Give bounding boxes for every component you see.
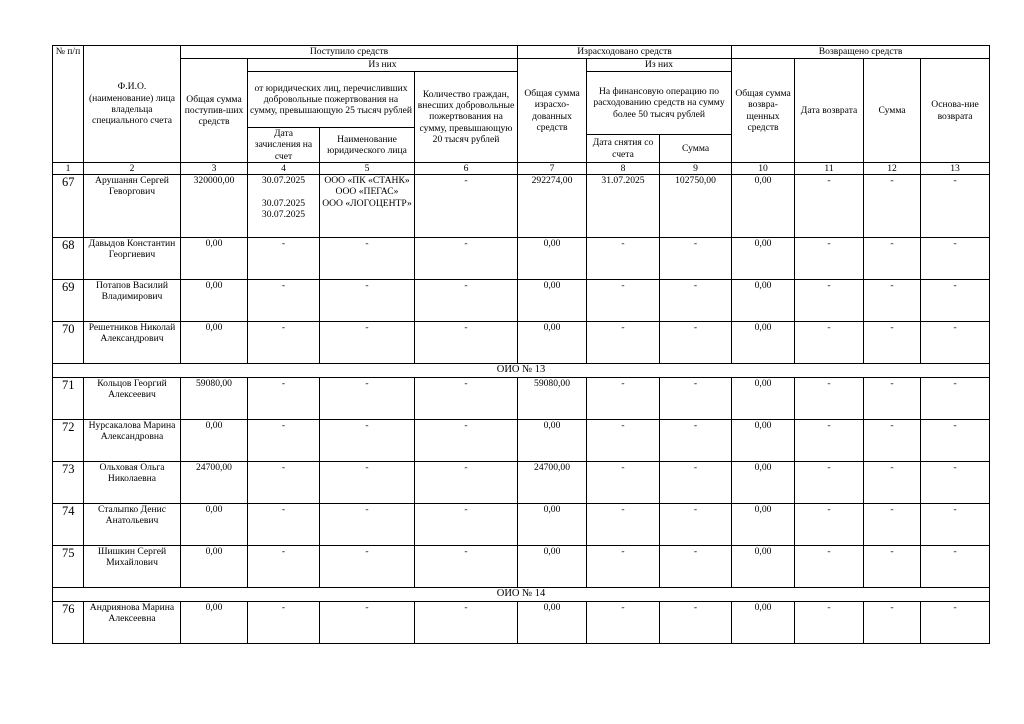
total-spent: 0,00 <box>518 238 587 280</box>
header-legal-entities: от юридических лиц, перечисливших добровольные пожертвования на сумму, превышающую 25 тысяч рублей <box>248 72 415 128</box>
header-num: № п/п <box>53 46 84 163</box>
legal-entity-name: - <box>320 504 415 546</box>
citizens-count: - <box>415 175 518 238</box>
date-credited: - <box>248 546 320 588</box>
legal-entity-name: - <box>320 322 415 364</box>
column-number: 2 <box>84 163 181 175</box>
section-title: ОИО № 13 <box>53 364 990 378</box>
header-date-credited: Дата зачисления на счет <box>248 128 320 163</box>
total-spent: 0,00 <box>518 602 587 644</box>
return-date: - <box>795 238 864 280</box>
date-credited: - <box>248 602 320 644</box>
row-number: 67 <box>53 175 84 238</box>
date-credited: - <box>248 378 320 420</box>
return-date: - <box>795 420 864 462</box>
total-received: 0,00 <box>181 280 248 322</box>
return-date: - <box>795 546 864 588</box>
withdraw-sum: - <box>660 504 732 546</box>
row-number: 73 <box>53 462 84 504</box>
total-received: 320000,00 <box>181 175 248 238</box>
return-date: - <box>795 280 864 322</box>
row-number: 75 <box>53 546 84 588</box>
financial-report-table <box>52 45 990 644</box>
citizens-count: - <box>415 504 518 546</box>
total-spent: 0,00 <box>518 504 587 546</box>
return-basis: - <box>921 546 990 588</box>
row-number: 70 <box>53 322 84 364</box>
return-sum: - <box>864 420 921 462</box>
return-basis: - <box>921 280 990 322</box>
column-number: 10 <box>732 163 795 175</box>
total-spent: 0,00 <box>518 546 587 588</box>
return-basis: - <box>921 322 990 364</box>
header-return-basis: Основа-ние возврата <box>921 59 990 163</box>
row-number: 71 <box>53 378 84 420</box>
column-number: 12 <box>864 163 921 175</box>
withdraw-date: 31.07.2025 <box>587 175 660 238</box>
return-date: - <box>795 602 864 644</box>
return-sum: - <box>864 504 921 546</box>
date-credited: - <box>248 280 320 322</box>
legal-entity-name: ООО «ПК «СТАНК» ООО «ПЕГАС» ООО «ЛОГОЦЕНТР» <box>320 175 415 238</box>
total-received: 0,00 <box>181 602 248 644</box>
table-row <box>53 238 990 280</box>
citizens-count: - <box>415 238 518 280</box>
withdraw-date: - <box>587 504 660 546</box>
citizens-count: - <box>415 602 518 644</box>
owner-name: Шишкин Сергей Михайлович <box>84 546 181 588</box>
column-number: 7 <box>518 163 587 175</box>
legal-entity-name: - <box>320 238 415 280</box>
date-credited: - <box>248 462 320 504</box>
total-returned: 0,00 <box>732 238 795 280</box>
header-return-sum: Сумма <box>864 59 921 163</box>
total-returned: 0,00 <box>732 378 795 420</box>
return-sum: - <box>864 602 921 644</box>
header-returned: Возвращено средств <box>732 46 990 59</box>
legal-entity-name: - <box>320 420 415 462</box>
withdraw-date: - <box>587 602 660 644</box>
citizens-count: - <box>415 420 518 462</box>
legal-entity-name: - <box>320 546 415 588</box>
return-sum: - <box>864 378 921 420</box>
total-returned: 0,00 <box>732 420 795 462</box>
owner-name: Андриянова Марина Алексеевна <box>84 602 181 644</box>
return-basis: - <box>921 238 990 280</box>
column-number: 3 <box>181 163 248 175</box>
total-returned: 0,00 <box>732 175 795 238</box>
total-spent: 0,00 <box>518 420 587 462</box>
legal-entity-name: - <box>320 602 415 644</box>
row-number: 74 <box>53 504 84 546</box>
return-basis: - <box>921 462 990 504</box>
total-received: 0,00 <box>181 546 248 588</box>
owner-name: Сталыпко Денис Анатольевич <box>84 504 181 546</box>
total-returned: 0,00 <box>732 280 795 322</box>
return-basis: - <box>921 378 990 420</box>
withdraw-date: - <box>587 462 660 504</box>
table-row <box>53 602 990 644</box>
table-row <box>53 280 990 322</box>
table-row <box>53 378 990 420</box>
return-date: - <box>795 504 864 546</box>
return-date: - <box>795 175 864 238</box>
owner-name: Потапов Василий Владимирович <box>84 280 181 322</box>
date-credited: - <box>248 238 320 280</box>
header-withdraw-date: Дата снятия со счета <box>587 135 660 163</box>
header-citizens-count: Количество граждан, внесших добровольные пожертвования на сумму, превышающую 20 тысяч рублей <box>415 72 518 163</box>
column-number: 8 <box>587 163 660 175</box>
header-return-date: Дата возврата <box>795 59 864 163</box>
table-row <box>53 462 990 504</box>
section-row <box>53 364 990 378</box>
column-number: 9 <box>660 163 732 175</box>
owner-name: Решетников Николай Александрович <box>84 322 181 364</box>
owner-name: Арушанян Сергей Геворгович <box>84 175 181 238</box>
header-total-spent: Общая сумма израсхо-дованных средств <box>518 59 587 163</box>
withdraw-sum: - <box>660 602 732 644</box>
total-received: 0,00 <box>181 238 248 280</box>
return-date: - <box>795 378 864 420</box>
header-fio: Ф.И.О. (наименование) лица владельца специального счета <box>84 46 181 163</box>
withdraw-sum: - <box>660 280 732 322</box>
total-received: 59080,00 <box>181 378 248 420</box>
section-row <box>53 588 990 602</box>
return-date: - <box>795 322 864 364</box>
owner-name: Нурсакалова Марина Александровна <box>84 420 181 462</box>
legal-entity-name: - <box>320 462 415 504</box>
withdraw-date: - <box>587 420 660 462</box>
total-received: 0,00 <box>181 322 248 364</box>
return-sum: - <box>864 546 921 588</box>
return-sum: - <box>864 462 921 504</box>
withdraw-date: - <box>587 322 660 364</box>
date-credited: - <box>248 504 320 546</box>
row-number: 68 <box>53 238 84 280</box>
citizens-count: - <box>415 322 518 364</box>
table-row <box>53 546 990 588</box>
total-returned: 0,00 <box>732 462 795 504</box>
total-spent: 59080,00 <box>518 378 587 420</box>
withdraw-date: - <box>587 280 660 322</box>
total-returned: 0,00 <box>732 322 795 364</box>
table-row <box>53 322 990 364</box>
citizens-count: - <box>415 462 518 504</box>
legal-entity-name: - <box>320 378 415 420</box>
return-basis: - <box>921 420 990 462</box>
column-number: 5 <box>320 163 415 175</box>
header-financial-op: На финансовую операцию по расходованию средств на сумму более 50 тысяч рублей <box>587 72 732 135</box>
header-received: Поступило средств <box>181 46 518 59</box>
date-credited: - <box>248 420 320 462</box>
withdraw-sum: - <box>660 238 732 280</box>
return-sum: - <box>864 322 921 364</box>
column-numbers-row <box>53 163 990 175</box>
owner-name: Кольцов Георгий Алексеевич <box>84 378 181 420</box>
return-basis: - <box>921 175 990 238</box>
withdraw-sum: - <box>660 378 732 420</box>
column-number: 6 <box>415 163 518 175</box>
table-row <box>53 420 990 462</box>
row-number: 69 <box>53 280 84 322</box>
total-spent: 0,00 <box>518 280 587 322</box>
total-returned: 0,00 <box>732 602 795 644</box>
column-number: 1 <box>53 163 84 175</box>
citizens-count: - <box>415 280 518 322</box>
citizens-count: - <box>415 546 518 588</box>
header-spent: Израсходовано средств <box>518 46 732 59</box>
row-number: 76 <box>53 602 84 644</box>
withdraw-sum: - <box>660 546 732 588</box>
date-credited: - <box>248 322 320 364</box>
withdraw-date: - <box>587 378 660 420</box>
return-sum: - <box>864 238 921 280</box>
return-basis: - <box>921 602 990 644</box>
row-number: 72 <box>53 420 84 462</box>
withdraw-date: - <box>587 238 660 280</box>
withdraw-sum: - <box>660 420 732 462</box>
column-number: 11 <box>795 163 864 175</box>
return-basis: - <box>921 504 990 546</box>
total-received: 0,00 <box>181 420 248 462</box>
total-returned: 0,00 <box>732 504 795 546</box>
date-credited: 30.07.2025 30.07.2025 30.07.2025 <box>248 175 320 238</box>
return-sum: - <box>864 175 921 238</box>
header-total-returned: Общая сумма возвра-щенных средств <box>732 59 795 163</box>
return-date: - <box>795 462 864 504</box>
table-row <box>53 504 990 546</box>
column-number: 4 <box>248 163 320 175</box>
header-of-them: Из них <box>248 59 518 72</box>
header-withdraw-sum: Сумма <box>660 135 732 163</box>
total-received: 0,00 <box>181 504 248 546</box>
total-spent: 0,00 <box>518 322 587 364</box>
return-sum: - <box>864 280 921 322</box>
section-title: ОИО № 14 <box>53 588 990 602</box>
withdraw-sum: - <box>660 462 732 504</box>
withdraw-sum: - <box>660 322 732 364</box>
citizens-count: - <box>415 378 518 420</box>
total-spent: 292274,00 <box>518 175 587 238</box>
withdraw-sum: 102750,00 <box>660 175 732 238</box>
owner-name: Ольховая Ольга Николаевна <box>84 462 181 504</box>
table-row <box>53 175 990 238</box>
column-number: 13 <box>921 163 990 175</box>
header-of-them-spent: Из них <box>587 59 732 72</box>
header-total-received: Общая сумма поступив-ших средств <box>181 59 248 163</box>
total-spent: 24700,00 <box>518 462 587 504</box>
header-legal-name: Наименование юридического лица <box>320 128 415 163</box>
legal-entity-name: - <box>320 280 415 322</box>
withdraw-date: - <box>587 546 660 588</box>
total-returned: 0,00 <box>732 546 795 588</box>
total-received: 24700,00 <box>181 462 248 504</box>
owner-name: Давыдов Константин Георгиевич <box>84 238 181 280</box>
